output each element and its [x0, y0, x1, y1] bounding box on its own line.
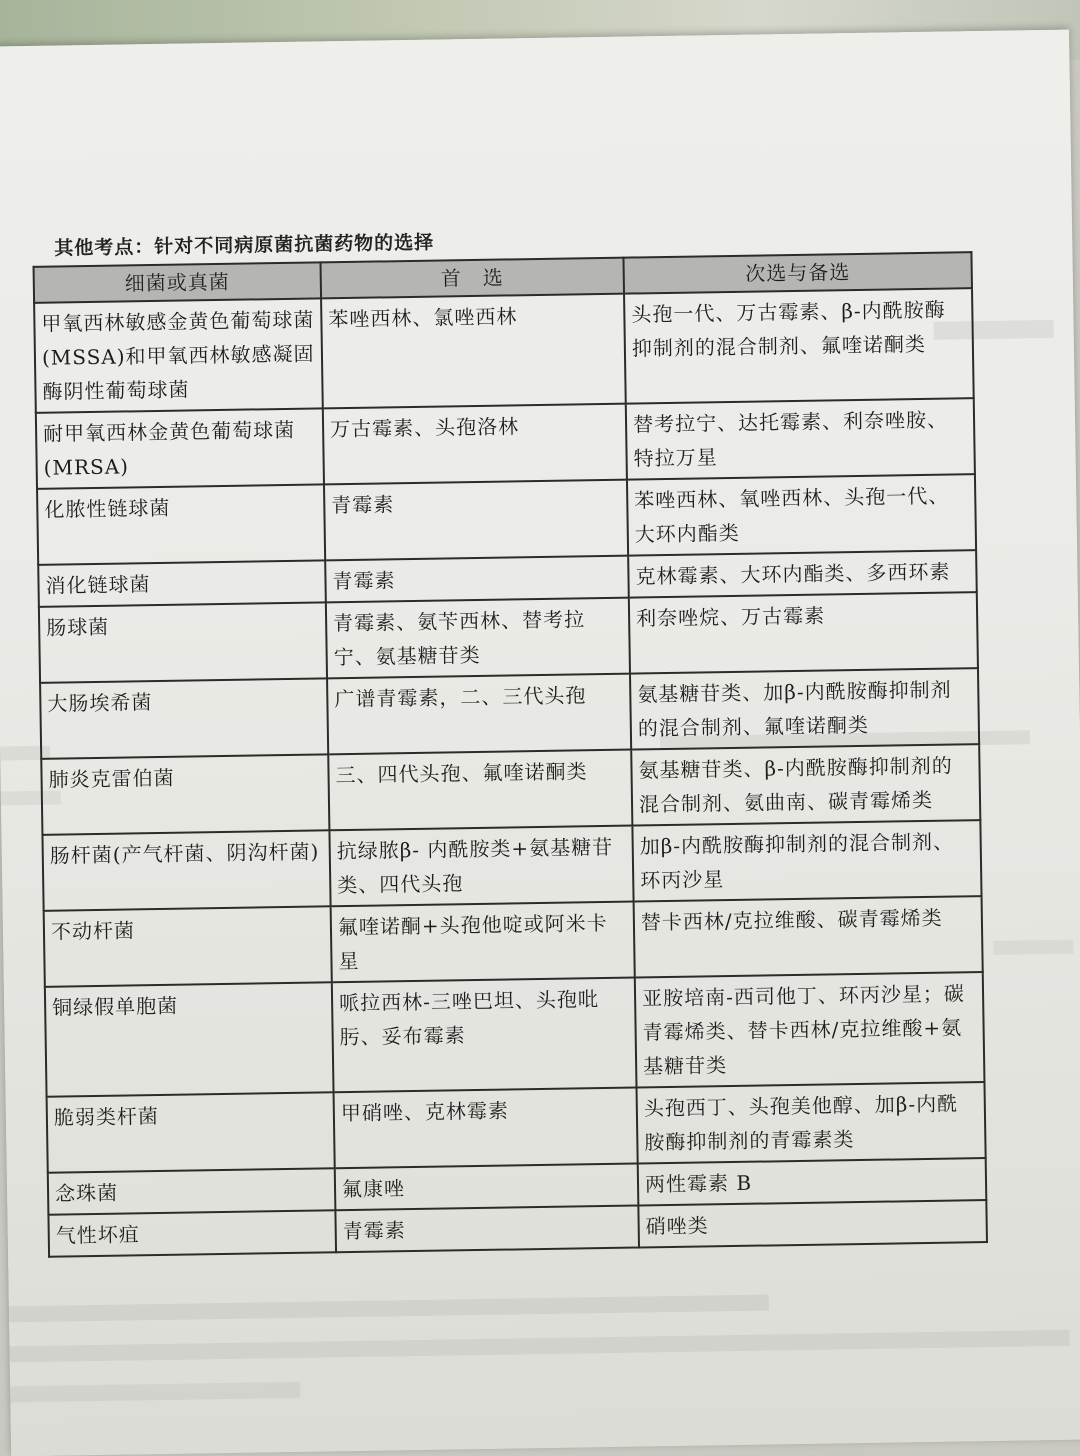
organism-cell: 念珠菌 [48, 1168, 336, 1215]
alternative-cell: 氨基糖苷类、加β-内酰胺酶抑制剂的混合制剂、氟喹诺酮类 [630, 668, 979, 749]
first-choice-cell: 青霉素、氨苄西林、替考拉宁、氨基糖苷类 [326, 598, 630, 679]
first-choice-cell: 青霉素 [325, 556, 629, 603]
table-row [34, 288, 974, 413]
alternative-cell: 两性霉素 B [638, 1158, 987, 1205]
column-header-organism: 细菌或真菌 [34, 262, 322, 303]
alternative-cell: 克林霉素、大环内酯类、多西环素 [628, 550, 977, 597]
first-choice-cell: 青霉素 [335, 1206, 639, 1253]
alternative-cell: 氨基糖苷类、β-内酰胺酶抑制剂的混合制剂、氨曲南、碳青霉烯类 [631, 744, 980, 825]
column-header-alternatives: 次选与备选 [623, 252, 972, 293]
first-choice-cell: 万古霉素、头孢洛林 [323, 404, 627, 485]
alternative-cell: 亚胺培南-西司他丁、环丙沙星；碳青霉烯类、替卡西林/克拉维酸+氨基糖苷类 [635, 972, 985, 1087]
first-choice-cell: 苯唑西林、氯唑西林 [321, 294, 626, 409]
table-row [36, 398, 975, 489]
organism-cell: 肺炎克雷伯菌 [41, 754, 329, 834]
organism-cell: 不动杆菌 [44, 906, 332, 986]
organism-cell: 肠杆菌(产气杆菌、阴沟杆菌) [42, 830, 330, 910]
organism-cell: 消化链球菌 [38, 560, 326, 607]
organism-cell: 气性坏疽 [48, 1210, 336, 1257]
alternative-cell: 硝唑类 [638, 1200, 987, 1247]
alternative-cell: 替考拉宁、达托霉素、利奈唑胺、特拉万星 [626, 398, 975, 479]
first-choice-cell: 抗绿脓β- 内酰胺类+氨基糖苷类、四代头孢 [329, 826, 633, 907]
table-row [44, 896, 983, 987]
organism-cell: 铜绿假单胞菌 [45, 982, 334, 1096]
first-choice-cell: 广谱青霉素，二、三代头孢 [327, 674, 631, 755]
organism-cell: 大肠埃希菌 [40, 678, 328, 758]
bleed-through-text [9, 1330, 1069, 1363]
table-row [45, 972, 985, 1097]
organism-cell: 甲氧西林敏感金黄色葡萄球菌(MSSA)和甲氧西林敏感凝固酶阴性葡萄球菌 [34, 298, 323, 412]
organism-cell: 脆弱类杆菌 [47, 1092, 335, 1172]
alternative-cell: 利奈唑烷、万古霉素 [629, 592, 978, 673]
table-row [47, 1082, 986, 1173]
alternative-cell: 替卡西林/克拉维酸、碳青霉烯类 [634, 896, 983, 977]
table-row [42, 820, 981, 911]
bleed-through-text [993, 940, 1073, 955]
table-row [39, 592, 978, 683]
first-choice-cell: 甲硝唑、克林霉素 [334, 1088, 638, 1169]
first-choice-cell: 氟康唑 [335, 1164, 639, 1211]
alternative-cell: 头孢西丁、头孢美他醇、加β-内酰胺酶抑制剂的青霉素类 [637, 1082, 986, 1163]
column-header-first-choice: 首 选 [321, 258, 625, 299]
bleed-through-text [9, 1294, 769, 1322]
antibiotic-selection-table [33, 251, 988, 1258]
first-choice-cell: 氟喹诺酮+头孢他啶或阿米卡星 [331, 902, 635, 983]
table-row [37, 474, 976, 565]
document-page [0, 30, 1080, 1456]
alternative-cell: 加β-内酰胺酶抑制剂的混合制剂、环丙沙星 [632, 820, 981, 901]
first-choice-cell: 三、四代头孢、氟喹诺酮类 [328, 750, 632, 831]
table-row [41, 744, 980, 835]
page-title: 其他考点：针对不同病原菌抗菌药物的选择 [54, 231, 435, 260]
organism-cell: 肠球菌 [39, 602, 327, 682]
organism-cell: 耐甲氧西林金黄色葡萄球菌(MRSA) [36, 408, 324, 488]
alternative-cell: 头孢一代、万古霉素、β-内酰胺酶抑制剂的混合制剂、氟喹诺酮类 [624, 288, 974, 403]
table-row [40, 668, 979, 759]
organism-cell: 化脓性链球菌 [37, 484, 325, 564]
alternative-cell: 苯唑西林、氧唑西林、头孢一代、大环内酯类 [627, 474, 976, 555]
first-choice-cell: 青霉素 [324, 480, 628, 561]
first-choice-cell: 哌拉西林-三唑巴坦、头孢吡肟、妥布霉素 [332, 978, 637, 1093]
bleed-through-text [10, 1382, 300, 1403]
